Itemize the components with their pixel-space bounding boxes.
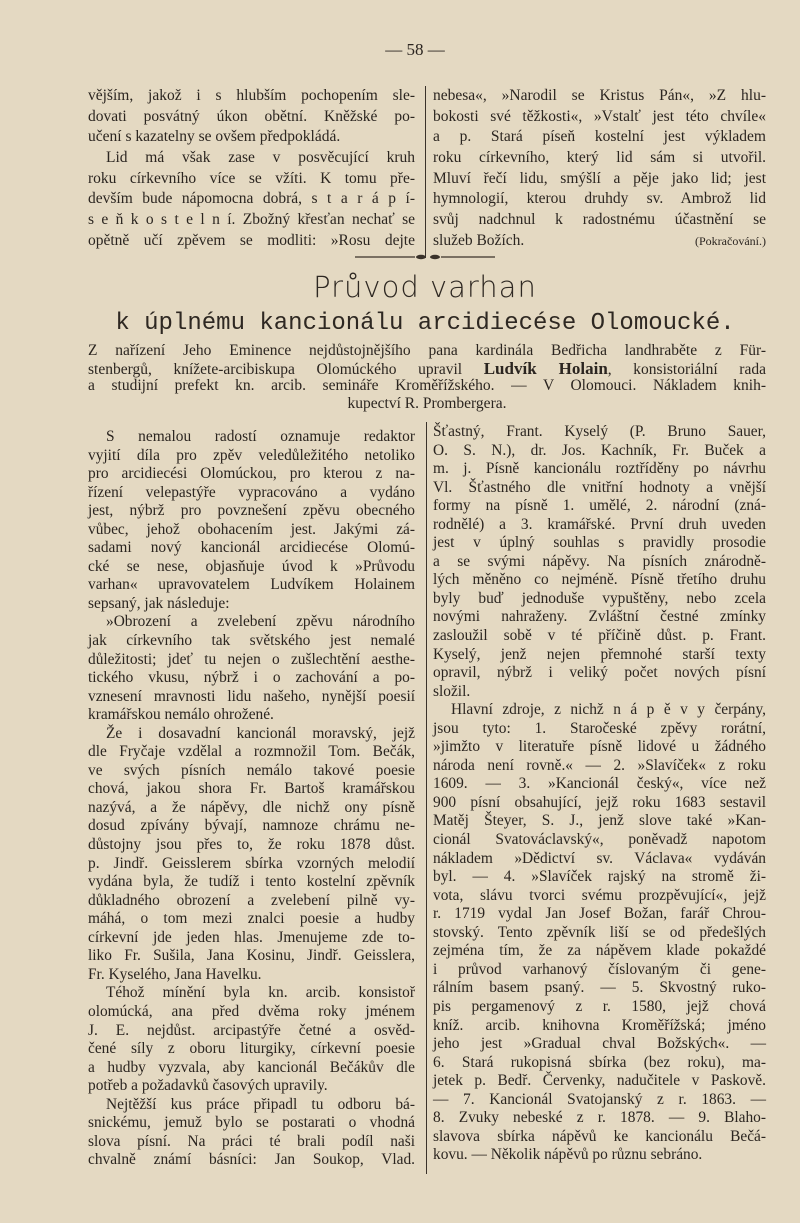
text-line-content: pis pergamenový z r. 1580, jejž chová (433, 997, 766, 1015)
text-line-content: i průvod varhanový číslovaným či gene- (433, 960, 766, 978)
top-left-column (88, 86, 415, 252)
text-line (88, 688, 415, 707)
intro-text: stenbergů, knížete-arcibiskupa Olomúckého upravil (88, 360, 484, 378)
text-line-content: stovský. Tento zpěvník liší se od předešlých (433, 923, 766, 941)
text-line-content: — 7. Kancionál Svatojanský z r. 1863. — (433, 1090, 766, 1108)
text-line (433, 794, 766, 813)
text-line (433, 683, 766, 702)
text-line (433, 1146, 766, 1165)
author-name: Ludvík Holain (483, 358, 608, 378)
text-line-content: národa není rovně.« — 2. »Slavíček« z roku (433, 756, 766, 774)
body-left-column (88, 428, 415, 1170)
text-line-content: hymnologií, kterou druhdy sv. Ambrož lid (433, 190, 766, 208)
text-line-content: Fr. Kyselého, Jana Havelku. (88, 965, 262, 983)
text-line-content: vydána byla, že tudíž i tento kostelní zpěvník (88, 873, 415, 891)
text-line (433, 442, 766, 461)
text-line-content: »Obrození a zvelebení zpěvu národního (106, 613, 415, 631)
text-line (88, 1114, 415, 1133)
text-line (433, 1054, 766, 1073)
text-line (88, 1151, 415, 1170)
text-line-content: cké se nese, objasňuje úvod k »Průvodu (88, 557, 415, 575)
text-line-content: Lid má však zase v posvěcující kruh (106, 149, 415, 167)
text-line-content: zejména tím, že za nápěvem klade pokaždé (433, 942, 766, 960)
text-line (88, 428, 415, 447)
text-line (433, 646, 766, 665)
text-line (433, 757, 766, 776)
text-line (433, 516, 766, 535)
text-line (433, 86, 766, 107)
text-line (433, 979, 766, 998)
body-right-column (433, 423, 766, 1165)
text-line-content: r. 1719 vydal Jan Josef Božan, farář Chrou- (433, 905, 766, 923)
text-line (433, 701, 766, 720)
text-line (88, 651, 415, 670)
text-line-content: cionál Svatováclavský«, poněvadž napotom (433, 831, 766, 849)
text-line (433, 850, 766, 869)
text-line (88, 947, 415, 966)
text-line-content: roku církevního, který lid sám si utvořil. (433, 149, 766, 167)
text-line-content: bokosti své těžkosti«, »Vstalť jest této chvíle« (433, 107, 766, 125)
text-line (88, 86, 415, 107)
text-line-content: chvalně známí básníci: Jan Soukop, Vlad. (88, 1151, 415, 1169)
text-line-content: opravil, nýbrž i veliký počet nových písní (433, 664, 766, 682)
text-line-content: m. j. Písně kancionálu roztříděny po návrhu (433, 460, 766, 478)
text-line-content: slavova sbírka nápěvů ke kancionálu Bečá- (433, 1127, 766, 1145)
text-line (88, 929, 415, 948)
intro-line (88, 360, 766, 378)
text-line-content: Že i dosavadní kancionál moravský, jejž (106, 724, 415, 742)
text-line-content: vyjití díla pro zpěv veledůležitého netoliko (88, 446, 415, 464)
text-line (88, 1096, 415, 1115)
text-line-content: potřeb a požadavků časových upravily. (88, 1077, 328, 1095)
text-line (88, 762, 415, 781)
text-line (433, 1091, 766, 1110)
text-line-content: a p. Stará píseň kostelní jest výkladem (433, 128, 766, 146)
text-line (433, 961, 766, 980)
text-line (88, 613, 415, 632)
text-line-content: a hudby vyzvala, aby kancionál Bečákův dle (88, 1058, 415, 1076)
top-column-divider (425, 86, 426, 258)
text-line (88, 231, 415, 252)
text-line (88, 910, 415, 929)
text-line-content: jetek p. Bedř. Červenky, nadučitele v Paskově. (433, 1072, 766, 1090)
text-line (433, 1017, 766, 1036)
text-line-content: kramářskou nemálo ohrožené. (88, 706, 274, 724)
text-line-content: slova písní. Na práci té brali podíl naši (88, 1132, 415, 1150)
text-line (433, 210, 766, 231)
article-intro (88, 342, 766, 412)
text-line (433, 1035, 766, 1054)
text-line (433, 998, 766, 1017)
text-line (88, 539, 415, 558)
text-line-content: roku církevního více se vžíti. K tomu pře- (88, 169, 415, 187)
text-line-content: kníž. arcib. knihovna Kroměřížská; jméno (433, 1016, 766, 1034)
text-line-content: učení s kazatelny se ovšem předpokládá. (88, 128, 341, 146)
text-line-content: vota, slávu tvorci svému prozpěvující«, jejž (433, 886, 766, 904)
text-line-content: sadami nový kancionál arcidiecése Olomú- (88, 539, 415, 557)
text-line-content: rodnělé) a 3. kramářské. První druh uveden (433, 515, 766, 533)
section-divider-ornament (355, 252, 495, 262)
text-line (88, 107, 415, 128)
text-line (88, 873, 415, 892)
text-line (433, 553, 766, 572)
text-line-content: služeb Božích. (433, 231, 525, 249)
text-line-content: zasloužil sobě v té příčině důst. p. Frant. (433, 627, 766, 645)
text-line (88, 984, 415, 1003)
text-line-content: čené síly z oboru liturgiky, církevní poesie (88, 1040, 415, 1058)
continued-note: (Pokračování.) (695, 233, 766, 248)
text-line-content: jest, nýbrž pro povznešení zpěvu obecného (88, 502, 415, 520)
text-line-content: Téhož mínění byla kn. arcib. konsistoř (106, 984, 415, 1002)
text-line (88, 1059, 415, 1078)
text-line (88, 966, 415, 985)
text-line-content: J. E. nejdůst. arcipastýře četné a osvěd- (88, 1021, 415, 1039)
intro-line: Z nařízení Jeho Eminence nejdůstojnějšího pana kardinála Bedřicha landhraběte z Für- (88, 342, 766, 359)
text-line-content: 8. Zvuky nebeské z r. 1878. — 9. Blaho- (433, 1109, 766, 1127)
text-line-content: dosud zpívány bývají, namnoze chrámu ne- (88, 817, 415, 835)
text-line (88, 1003, 415, 1022)
text-line (88, 1022, 415, 1041)
text-line (88, 669, 415, 688)
text-line (433, 107, 766, 128)
text-line-content: důkladného obrození a zvelebení pilně vy- (88, 891, 415, 909)
text-line-content: sepsaný, jak následuje: (88, 594, 230, 612)
text-line-content: formy na písně 1. umělé, 2. národní (zná- (433, 497, 766, 515)
text-line (88, 169, 415, 190)
text-line-content: složil. (433, 682, 471, 700)
text-line-content: Matěj Šteyer, S. J., jenž slove také »Kan- (433, 812, 766, 830)
text-line-content: 1609. — 3. »Kancionál český«, více než (433, 775, 766, 793)
text-line (433, 905, 766, 924)
text-line-content: olomúcká, ana před dvěma roky jménem (88, 1002, 415, 1020)
body-column-divider (426, 422, 427, 1174)
text-line (433, 571, 766, 590)
text-line (433, 590, 766, 609)
text-line (88, 1077, 415, 1096)
text-line (433, 460, 766, 479)
text-line (433, 608, 766, 627)
text-line-content: 6. Stará rukopisná sbírka (bez roku), ma- (433, 1053, 766, 1071)
text-line (433, 1128, 766, 1147)
text-line (433, 423, 766, 442)
text-line (88, 521, 415, 540)
article-subtitle: k úplnému kancionálu arcidiecése Olomoucké. (115, 310, 735, 337)
text-line-content: lých měněno co nejméně. Písně třetího druhu (433, 571, 766, 589)
text-line-content: máhá, o tom mezi znalci poesie a hudby (88, 910, 415, 928)
text-line (433, 664, 766, 683)
text-line-content: O. S. N.), dr. Jos. Kachník, Fr. Buček a (433, 441, 766, 459)
text-line (433, 1072, 766, 1091)
text-line (88, 189, 415, 210)
text-line (433, 812, 766, 831)
text-line-content: důležitosti; jdeť tu nejen o zušlechtění aesthe- (88, 650, 415, 668)
text-line-content: opětně učí zpěvem se modliti: »Rosu dejte (88, 231, 415, 249)
text-line-content: dovati posvátný úkon obětní. Kněžské po- (88, 107, 415, 125)
text-line-content: Hlavní zdroje, z nichž n á p ě v y čerpány, (451, 701, 766, 719)
text-line-content: a se svými nápěvy. Na písních znárodně- (433, 552, 766, 570)
text-line-content: Nejtěžší kus práce připadl tu odboru bá- (106, 1095, 415, 1113)
text-line-content: Vl. Šťastného dle vnitřní hodnoty a vnější (433, 478, 766, 496)
text-line (433, 189, 766, 210)
text-line-content: kovu. — Několik nápěvů po různu sebráno. (433, 1146, 703, 1164)
text-line (88, 780, 415, 799)
text-line-content: byly buď jednoduše vypuštěny, nebo zcela (433, 589, 766, 607)
text-line (88, 632, 415, 651)
text-line-content: nebesa«, »Narodil se Kristus Pán«, »Z hlu- (433, 87, 766, 104)
text-line-content: chová, jakou shora Fr. Bartoš kramářskou (88, 780, 415, 798)
intro-line: a studijní prefekt kn. arcib. semináře Kroměřížského. — V Olomouci. Nákladem knih- (88, 377, 766, 394)
text-line-content: nazývá, a že nápěvy, dle nichž ony písně (88, 798, 415, 816)
text-line-content: 900 písní obsahující, jejž roku 1683 sestavil (433, 793, 766, 811)
text-line-content: vůbec, jehož obohacením jest. Jakými zá- (88, 520, 415, 538)
text-line-content: Mluví řečí lidu, smýšlí a pěje jako lid; jest (433, 169, 766, 187)
text-line (88, 836, 415, 855)
text-line (88, 892, 415, 911)
text-line (433, 231, 766, 252)
text-line (88, 706, 415, 725)
text-line (88, 465, 415, 484)
text-line (88, 725, 415, 744)
text-line-content: S nemalou radostí oznamuje redaktor (106, 428, 415, 445)
text-line (433, 738, 766, 757)
text-line (433, 775, 766, 794)
text-line-content: tického vkusu, nýbrž i o zachování a po- (88, 669, 415, 687)
text-line-content: svůj nadchnul k radostnému účastnění se (433, 211, 766, 229)
text-line-content: jak církevního tak světského jest nemalé (88, 632, 415, 650)
text-line-content: Šťastný, Frant. Kyselý (P. Bruno Sauer, (433, 423, 766, 440)
text-line (88, 1040, 415, 1059)
text-line (88, 855, 415, 874)
text-line-content: dle Fryčaje vzdělal a rozmnožil Tom. Bečák, (88, 743, 415, 761)
text-line-content: nákladem »Dědictví sv. Václava« vydáván (433, 849, 766, 867)
text-line-content: jest v úplný souhlas s pravidly prosodie (433, 534, 766, 552)
text-line (433, 942, 766, 961)
page-number: — 58 — (385, 40, 445, 59)
text-line-content: vějším, jakož i s hlubším pochopením sle- (88, 87, 415, 104)
text-line (88, 1133, 415, 1152)
text-line-content: Kyselý, jenž nejen přemnohé starší texty (433, 645, 766, 663)
top-right-column (433, 86, 766, 252)
text-line-content: devším bude nápomocna dobrá, s t a r á p í- (88, 190, 415, 208)
text-line (433, 127, 766, 148)
text-line (433, 479, 766, 498)
text-line (433, 868, 766, 887)
text-line-content: řízení velepastýře vypracováno a vydáno (88, 483, 415, 501)
text-line (88, 502, 415, 521)
text-line-content: p. Jindř. Geisslerem sbírka vzorných melodií (88, 854, 415, 872)
text-line (88, 817, 415, 836)
text-line (433, 1109, 766, 1128)
text-line (88, 799, 415, 818)
text-line-content: rálním basem psaný. — 5. Skvostný ruko- (433, 979, 766, 997)
intro-text: , konsistoriální rada (607, 360, 766, 378)
text-line-content: jsou tyto: 1. Staročeské zpěvy rorátní, (433, 719, 766, 737)
text-line-content: varhan« upravovatelem Ludvíkem Holainem (88, 576, 415, 594)
text-line-content: s e ň k o s t e l n í. Zbožný křesťan nechať se (88, 211, 415, 229)
text-line (433, 887, 766, 906)
text-line (88, 743, 415, 762)
text-line-content: novými nahraženy. Zvláštní čestné zmínky (433, 608, 766, 626)
text-line-content: snickému, jemuž bylo se postarati o vhodná (88, 1114, 415, 1132)
text-line (433, 148, 766, 169)
text-line (88, 576, 415, 595)
text-line-content: pro arcidiecési Olomúckou, pro kterou z na- (88, 465, 415, 483)
text-line (88, 148, 415, 169)
text-line (433, 534, 766, 553)
text-line (433, 627, 766, 646)
text-line-content: »jimžto v literatuře písně lidové u žádného (433, 738, 766, 756)
text-line (433, 720, 766, 739)
text-line (433, 169, 766, 190)
intro-line: kupectví R. Prombergera. (347, 394, 507, 412)
text-line (88, 595, 415, 614)
text-line (433, 497, 766, 516)
text-line-content: liko Fr. Sušila, Jana Kosinu, Jindř. Geisslera, (88, 947, 415, 965)
text-line-content: ve svých písních nemálo takové poesie (88, 761, 415, 779)
text-line-content: jeho jest »Gradual chval Božských«. — (433, 1035, 766, 1053)
text-line (88, 484, 415, 503)
text-line (88, 210, 415, 231)
text-line-content: vznesení mravnosti lidu našeho, nynější poesií (88, 687, 415, 705)
article-title: Průvod varhan (313, 270, 537, 304)
text-line-content: byl. — 4. »Slavíček rajský na stromě ži- (433, 868, 766, 886)
text-line (433, 924, 766, 943)
text-line-content: důstojny jsou přes to, že roku 1878 důst. (88, 836, 415, 854)
text-line (88, 127, 415, 148)
text-line (88, 558, 415, 577)
text-line (433, 831, 766, 850)
text-line-content: církevní jde jeden hlas. Jmenujeme zde to- (88, 928, 415, 946)
text-line (88, 447, 415, 466)
